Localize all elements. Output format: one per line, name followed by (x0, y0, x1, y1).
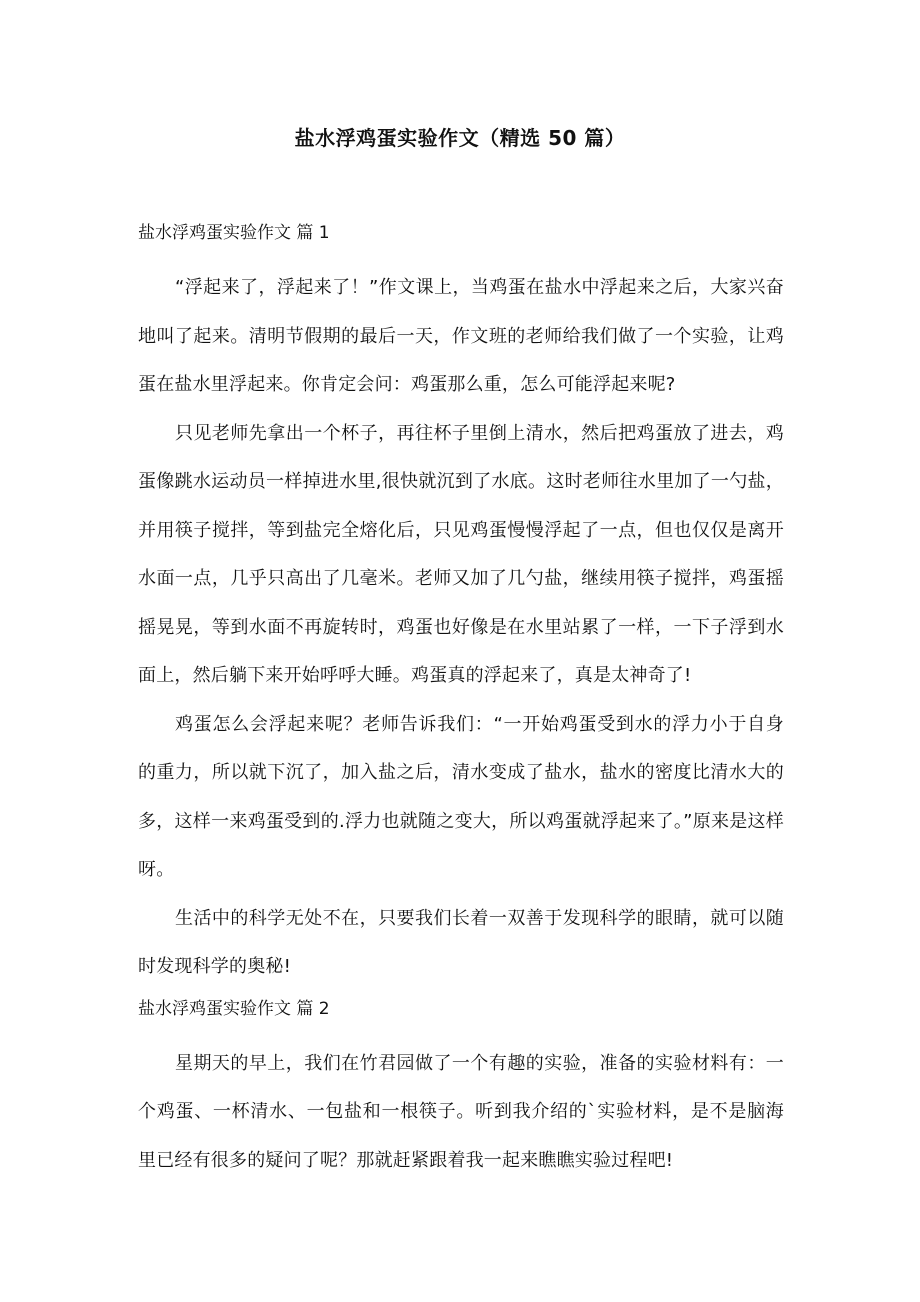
paragraph: 鸡蛋怎么会浮起来呢？老师告诉我们：“一开始鸡蛋受到水的浮力小于自身的重力，所以就下沉了，加入盐之后，清水变成了盐水，盐水的密度比清水大的多，这样一来鸡蛋受到的.浮力也就随之变大，所以鸡蛋就浮起来了。”原来是这样呀。 (138, 713, 784, 880)
section-2 (138, 992, 784, 1186)
paragraph: 星期天的早上，我们在竹君园做了一个有趣的实验，准备的实验材料有：一个鸡蛋、一杯清水、一包盐和一根筷子。听到我介绍的`实验材料，是不是脑海里已经有很多的疑问了呢？那就赶紧跟着我一起来瞧瞧实验过程吧! (138, 1052, 784, 1171)
paragraph: 只见老师先拿出一个杯子，再往杯子里倒上清水，然后把鸡蛋放了进去，鸡蛋像跳水运动员一样掉进水里,很快就沉到了水底。这时老师往水里加了一勺盐，并用筷子搅拌，等到盐完全熔化后，只见鸡蛋慢慢浮起了一点，但也仅仅是离开水面一点，几乎只高出了几毫米。老师又加了几勺盐，继续用筷子搅拌，鸡蛋摇摇晃晃，等到水面不再旋转时，鸡蛋也好像是在水里站累了一样，一下子浮到水面上，然后躺下来开始呼呼大睡。鸡蛋真的浮起来了，真是太神奇了! (138, 422, 784, 686)
section-1 (138, 216, 784, 992)
document-title: 盐水浮鸡蛋实验作文（精选 50 篇） (294, 126, 626, 150)
section-heading: 盐水浮鸡蛋实验作文 篇 1 (138, 223, 330, 243)
spacer (138, 1026, 784, 1040)
paragraph: “浮起来了，浮起来了！”作文课上，当鸡蛋在盐水中浮起来之后，大家兴奋地叫了起来。清明节假期的最后一天，作文班的老师给我们做了一个实验，让鸡蛋在盐水里浮起来。你肯定会问：鸡蛋那么重，怎么可能浮起来呢? (138, 277, 784, 395)
paragraph: 生活中的科学无处不在，只要我们长着一双善于发现科学的眼睛，就可以随时发现科学的奥秘! (138, 907, 784, 977)
spacer (138, 250, 784, 264)
document-body (138, 216, 784, 1185)
section-heading: 盐水浮鸡蛋实验作文 篇 2 (138, 998, 330, 1019)
